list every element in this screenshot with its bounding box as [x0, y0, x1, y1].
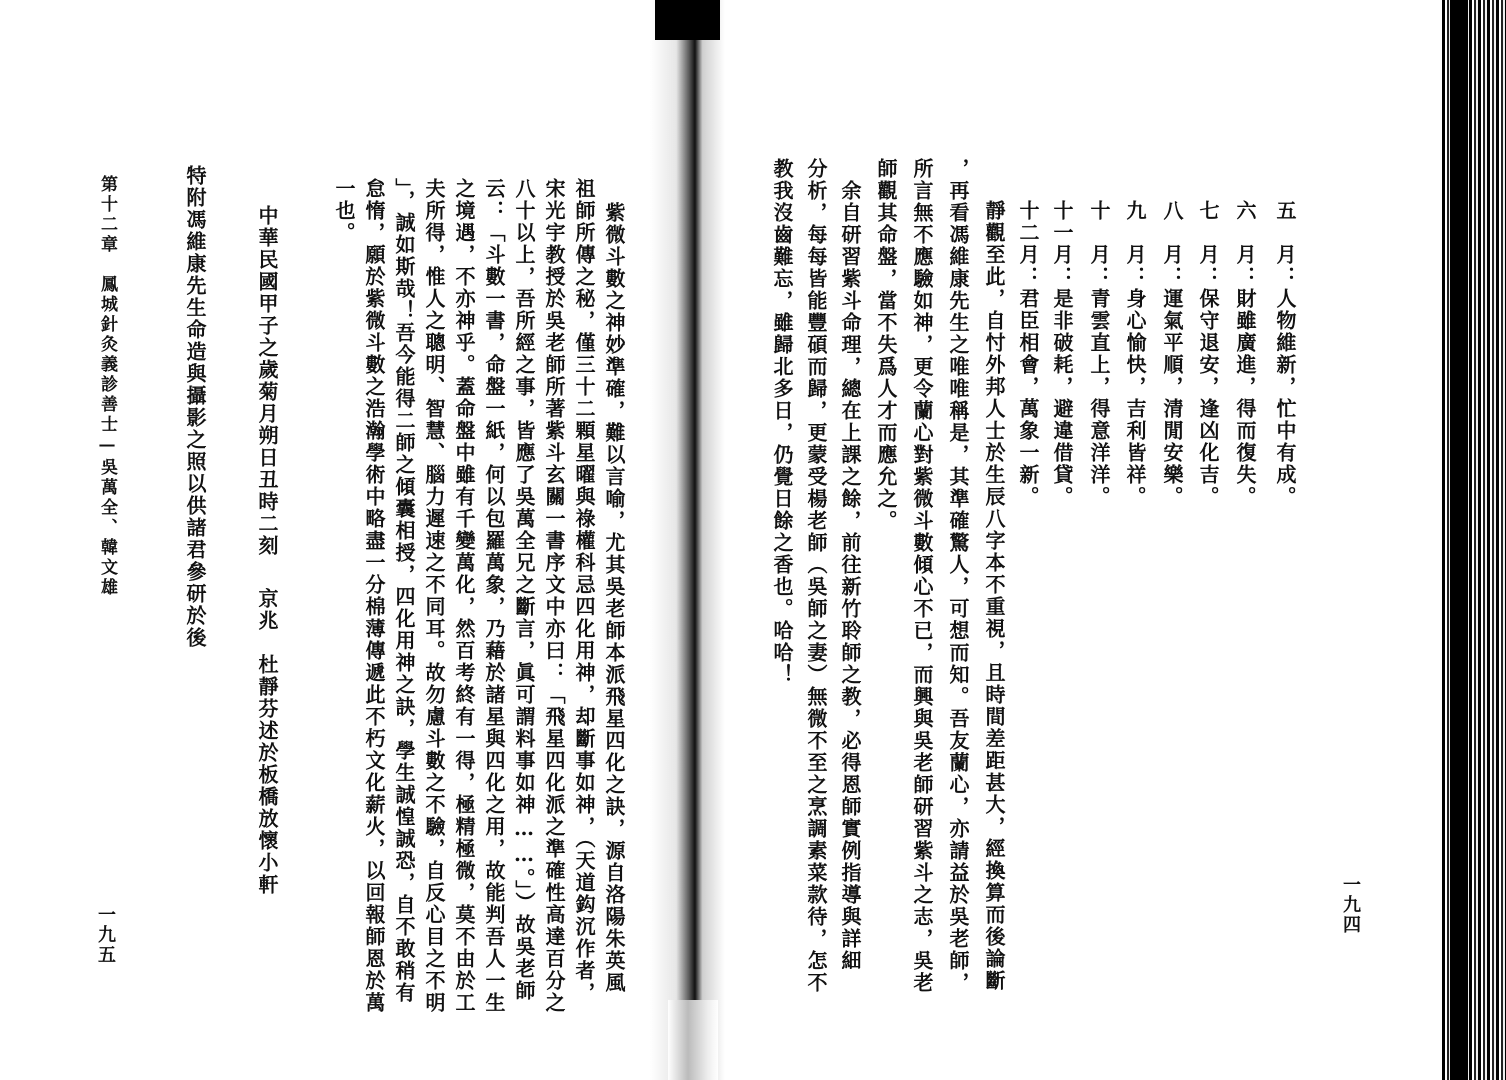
- right-page: [715, 0, 1435, 1080]
- text-line: 靜觀至此，自忖外邦人士於生辰八字本不重視，且時間差距甚大，經換算而後論斷: [982, 200, 1006, 992]
- page-number: 一九五: [95, 905, 116, 965]
- text-line: 七 月：保守退安，逢凶化吉。: [1196, 200, 1220, 508]
- running-head: 第十二章 鳳城針灸義診善士—吳萬全、韓文雄: [97, 175, 117, 598]
- text-line: 夫所得，惟人之聰明、智慧、腦力遲速之不同耳。故勿慮斗數之不驗，自反心目之不明: [422, 178, 446, 1014]
- page-stack-edge-dark: [1450, 0, 1468, 1080]
- signature-date: 中華民國甲子之歲菊月朔日丑時二刻: [255, 205, 279, 557]
- page-number: 一九四: [1340, 875, 1361, 935]
- text-line: 九 月：身心愉快，吉利皆祥。: [1123, 200, 1147, 508]
- text-line: 之境遇，不亦神乎。蓋命盤中雖有千變萬化，然百考終有一得，極精極微，莫不由於工: [452, 178, 476, 1014]
- text-line: 八 月：運氣平順，清閒安樂。: [1160, 200, 1184, 508]
- text-line: 教我沒齒難忘，雖歸北多日，仍覺日餘之香也。哈哈！: [770, 158, 794, 686]
- text-line: 一也。: [332, 178, 356, 244]
- text-line: ，再看馮維康先生之唯唯稱是，其準確驚人，可想而知。吾友蘭心，亦請益於吳老師，: [946, 158, 970, 994]
- appendix-note: 特附馮維康先生命造與攝影之照以供諸君參研於後: [183, 165, 207, 649]
- text-line: 宋光宇教授於吳老師所著紫斗玄關一書序文中亦曰：「飛星四化派之準確性高達百分之: [542, 178, 566, 1014]
- text-line: 」，誠如斯哉！吾今能得二師之傾囊相授，四化用神之訣，學生誠惶誠恐，自不敢稍有: [392, 178, 416, 1004]
- text-line: 十一月：是非破耗，避違借貸。: [1050, 200, 1074, 508]
- text-line: 怠惰，願於紫微斗數之浩瀚學術中略盡一分棉薄傳遞此不朽文化薪火，以回報師恩於萬: [362, 178, 386, 1014]
- text-line: 分析，每每皆能豐碩而歸，更蒙受楊老師（吳師之妻）無微不至之烹調素菜款待，怎不: [804, 158, 828, 994]
- text-line: 余自研習紫斗命理，總在上課之餘，前往新竹聆師之教，必得恩師實例指導與詳細: [838, 180, 862, 972]
- text-line: 云：「斗數一書，命盤一紙，何以包羅萬象，乃藉於諸星與四化之用，故能判吾人一生: [482, 178, 506, 1014]
- text-line: 所言無不應驗如神，更令蘭心對紫微斗數傾心不已，而興與吳老師研習紫斗之志，吳老: [910, 158, 934, 994]
- left-page: [0, 0, 700, 1080]
- text-line: 六 月：財雖廣進，得而復失。: [1233, 200, 1257, 508]
- text-line: 八十以上，吾所經之事，皆應了吳萬全兄之斷言，眞可謂料事如神……。」）故吳老師: [512, 178, 536, 1002]
- text-line: 十 月：青雲直上，得意洋洋。: [1087, 200, 1111, 508]
- text-line: 師觀其命盤，當不失爲人才而應允之。: [874, 158, 898, 532]
- text-line: 祖師所傳之秘，僅三十二顆星曜與祿權科忌四化用神，却斷事如神，（天道鈎沉作者，: [572, 178, 596, 1004]
- text-line: 十二月：君臣相會，萬象一新。: [1016, 200, 1040, 508]
- text-line: 五 月：人物維新，忙中有成。: [1273, 200, 1297, 508]
- signature-author: 京兆 杜靜芬述於板橋放懷小軒: [255, 588, 279, 896]
- text-line: 紫微斗數之神妙準確，難以言喻，尤其吳老師本派飛星四化之訣，源自洛陽朱英風: [602, 202, 626, 994]
